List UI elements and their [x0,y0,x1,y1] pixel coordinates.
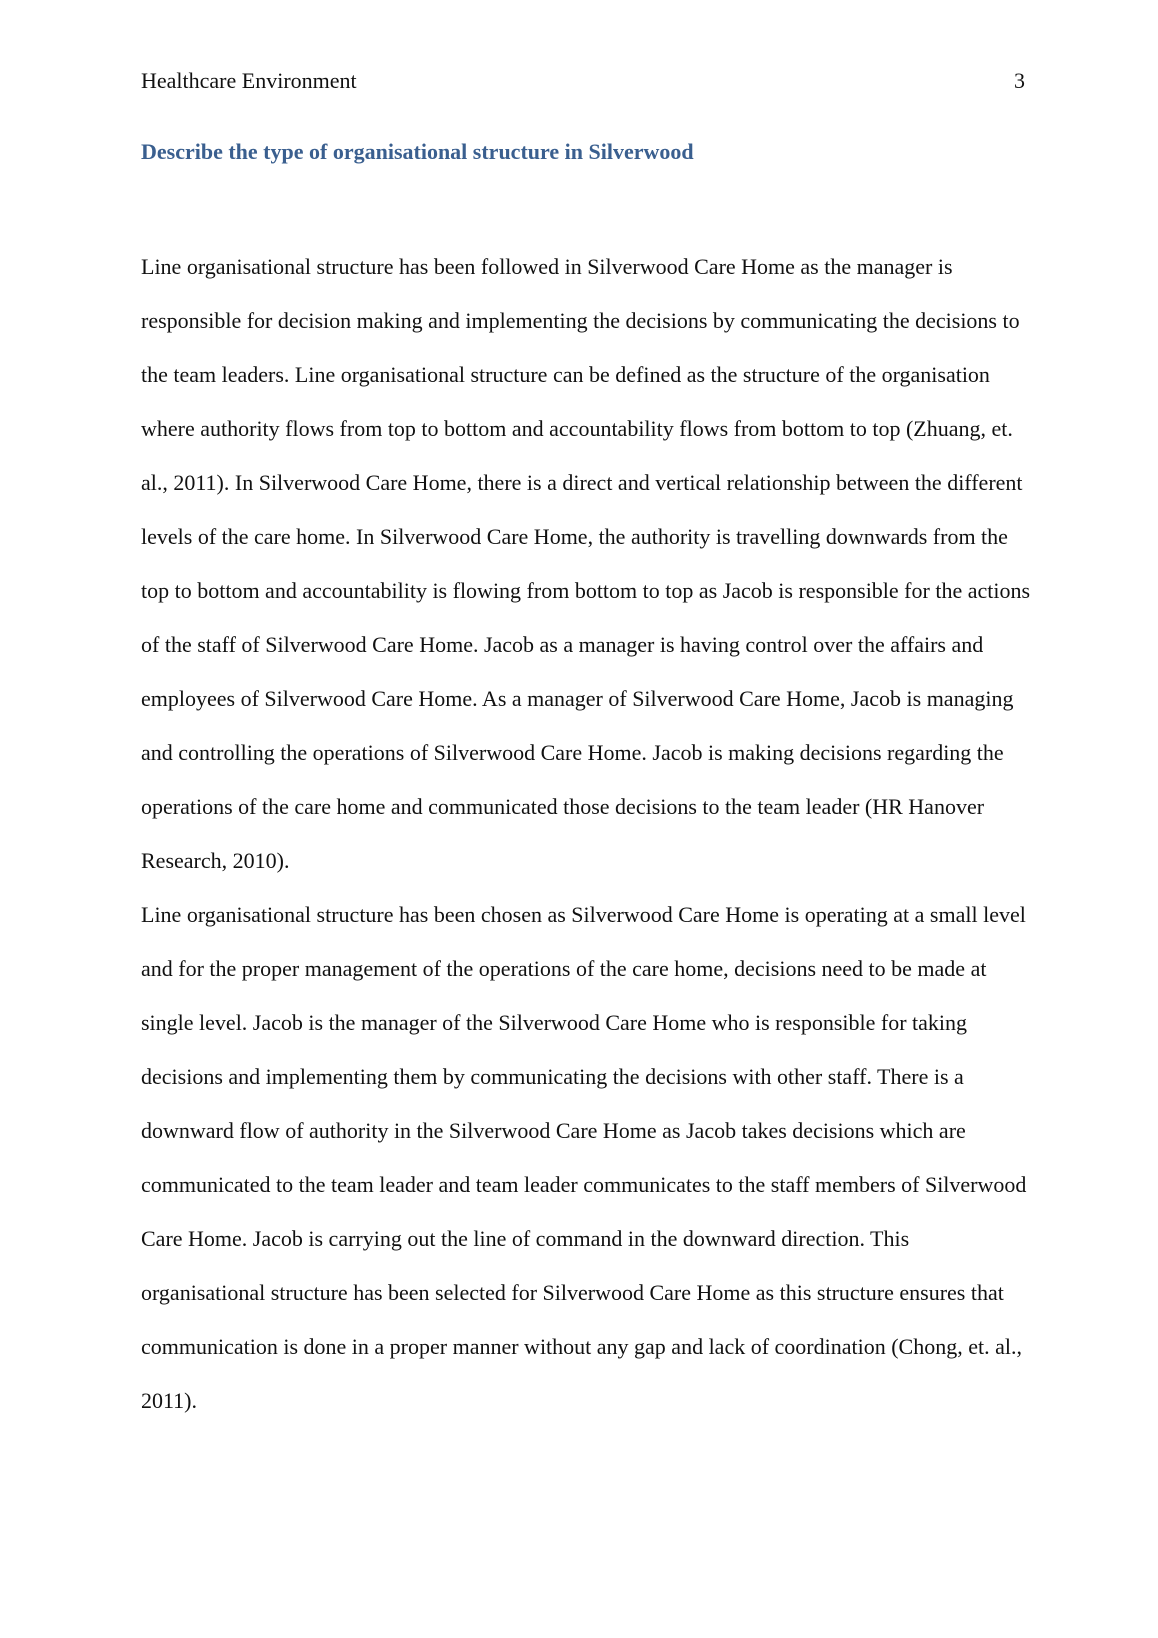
paragraph-2: Line organisational structure has been chosen as Silverwood Care Home is operating at a small level and for the proper management of the operations of the care home, decisions need to be made at single level. Jacob is the manager of the Silverwood Care Home who is responsible for taking decisions and implementing them by communicating the decisions with other staff. There is a downward flow of authority in the Silverwood Care Home as Jacob takes decisions which are communicated to the team leader and team leader communicates to the staff members of Silverwood Care Home. Jacob is carrying out the line of command in the downward direction. This organisational structure has been selected for Silverwood Care Home as this structure ensures that communication is done in a proper manner without any gap and lack of coordination (Chong, et. al., 2011). [141,902,1027,1413]
paragraph-1: Line organisational structure has been followed in Silverwood Care Home as the manager is responsible for decision making and implementing the decisions by communicating the decisions to the team leaders. Line organisational structure can be defined as the structure of the organisation where authority flows from top to bottom and accountability flows from bottom to top (Zhuang, et. al., 2011). In Silverwood Care Home, there is a direct and vertical relationship between the different levels of the care home. In Silverwood Care Home, the authority is travelling downwards from the top to bottom and accountability is flowing from bottom to top as Jacob is responsible for the actions of the staff of Silverwood Care Home. Jacob as a manager is having control over the affairs and employees of Silverwood Care Home. As a manager of Silverwood Care Home, Jacob is managing and controlling the operations of Silverwood Care Home. Jacob is making decisions regarding the operations of the care home and communicated those decisions to the team leader (HR Hanover Research, 2010). [141,254,1031,873]
running-title: Healthcare Environment [141,68,357,93]
running-header [141,68,1025,98]
page-number: 3 [1014,68,1025,93]
section-heading: Describe the type of organisational structure in Silverwood [141,139,694,164]
body-text [141,240,1031,1428]
